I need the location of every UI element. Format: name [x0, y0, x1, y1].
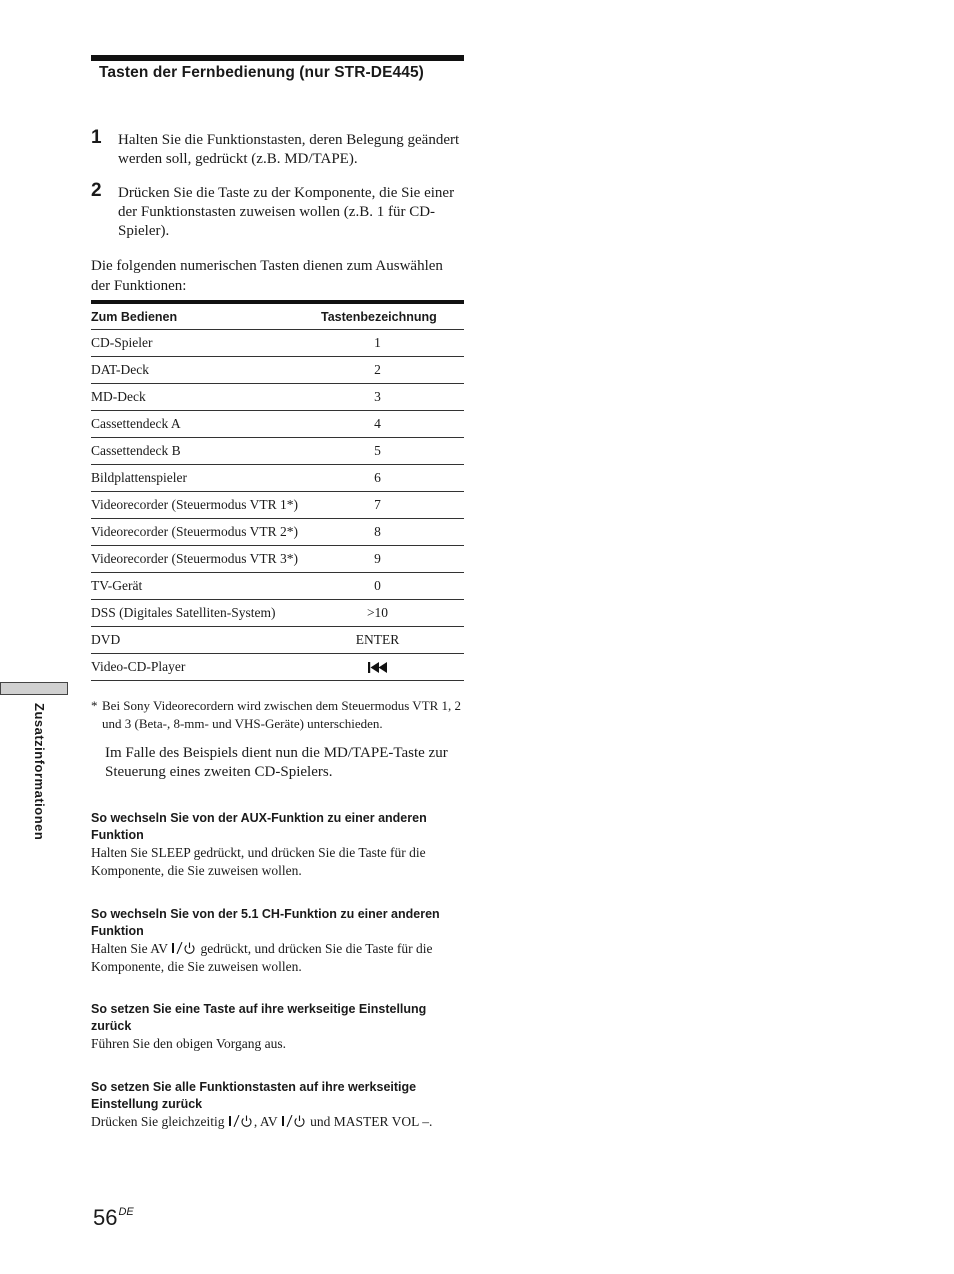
page-language-suffix: DE [118, 1206, 134, 1218]
key-cell: 3 [374, 389, 381, 404]
device-cell: Bildplattenspieler [91, 470, 187, 485]
device-cell: Videorecorder (Steuermodus VTR 3*) [91, 551, 299, 566]
col-header-key: Tastenbezeichnung [321, 309, 437, 324]
subsection-aux [91, 810, 464, 879]
subsection-body [91, 1113, 464, 1131]
device-cell: Video-CD-Player [91, 659, 186, 674]
table-row [91, 600, 464, 627]
subsection-title: So wechseln Sie von der AUX-Funktion zu einer anderen Funktion [91, 811, 427, 842]
table-intro: Die folgenden numerischen Tasten dienen zum Auswählen der Funktionen: [91, 258, 443, 294]
function-key-table [91, 300, 464, 681]
body-text: Drücken Sie gleichzeitig [91, 1114, 228, 1129]
key-cell: ENTER [355, 632, 400, 647]
subsection-title: So wechseln Sie von der 5.1 CH-Funktion zu einer anderen Funktion [91, 907, 440, 938]
section-title: Tasten der Fernbedienung (nur STR-DE445) [99, 64, 424, 81]
table-row [91, 546, 464, 573]
step-number: 2 [91, 180, 102, 201]
device-cell: DAT-Deck [91, 362, 149, 377]
col-header-device: Zum Bedienen [91, 309, 178, 324]
table-row [91, 573, 464, 600]
body-text: Halten Sie AV [91, 941, 172, 956]
table-row [91, 384, 464, 411]
key-cell: 7 [374, 497, 381, 512]
key-cell: >10 [366, 605, 389, 620]
subsection-reset-one [91, 1001, 464, 1053]
device-cell: Videorecorder (Steuermodus VTR 2*) [91, 524, 299, 539]
subsection-51ch [91, 906, 464, 975]
skip-previous-icon [367, 662, 389, 673]
table-header-row [91, 304, 464, 330]
example-note: Im Falle des Beispiels dient nun die MD/TAPE-Taste zur Steuerung eines zweiten CD-Spielers. [105, 745, 448, 780]
table-row [91, 357, 464, 384]
subsection-body: Führen Sie den obigen Vorgang aus. [91, 1036, 286, 1051]
device-cell: MD-Deck [91, 389, 146, 404]
subsection-title: So setzen Sie alle Funktionstasten auf ihre werkseitige Einstellung zurück [91, 1080, 417, 1111]
table-row [91, 438, 464, 465]
power-icon [228, 1115, 254, 1127]
table-row [91, 519, 464, 546]
table-row [91, 627, 464, 654]
key-cell: 0 [374, 578, 381, 593]
device-cell: Cassettendeck B [91, 443, 181, 458]
table-row [91, 492, 464, 519]
table-row [91, 411, 464, 438]
subsection-reset-all [91, 1079, 464, 1131]
table-row [91, 465, 464, 492]
footnote [91, 697, 464, 733]
subsection-body [91, 940, 464, 975]
body-text: , AV [253, 1114, 281, 1129]
subsection-body: Halten Sie SLEEP gedrückt, und drücken Sie die Taste für die Komponente, die Sie zuweisen wollen. [91, 845, 426, 878]
key-cell: 2 [374, 362, 381, 377]
table-row [91, 330, 464, 357]
page-number-value: 56 [93, 1205, 118, 1230]
device-cell: CD-Spieler [91, 335, 153, 350]
device-cell: DVD [91, 632, 121, 647]
power-icon [281, 1115, 307, 1127]
step-text: Halten Sie die Funktionstasten, deren Belegung geändert werden soll, gedrückt (z.B. MD/TAPE). [118, 132, 460, 167]
key-cell [321, 659, 434, 675]
step-number: 1 [91, 127, 102, 148]
step-text: Drücken Sie die Taste zu der Komponente, die Sie einer der Funktionstasten zuweisen wollen (z.B. 1 für CD-Spieler). [118, 185, 455, 239]
key-cell: 8 [374, 524, 381, 539]
body-text: und MASTER VOL –. [306, 1114, 433, 1129]
heading-rule [91, 55, 464, 61]
device-cell: DSS (Digitales Satelliten-System) [91, 605, 276, 620]
power-icon [171, 942, 197, 954]
footnote-text: Bei Sony Videorecordern wird zwischen dem Steuermodus VTR 1, 2 und 3 (Beta-, 8-mm- und VHS-Geräte) unterschieden. [102, 698, 462, 731]
page-number [93, 1205, 134, 1231]
key-cell: 4 [374, 416, 381, 431]
device-cell: TV-Gerät [91, 578, 143, 593]
subsection-title: So setzen Sie eine Taste auf ihre werkseitige Einstellung zurück [91, 1002, 427, 1033]
section-tab-marker [0, 682, 68, 695]
body-text: gedrückt, und drücken Sie die Taste für die Komponente, die Sie zuweisen wollen. [91, 941, 433, 974]
device-cell: Cassettendeck A [91, 416, 181, 431]
key-cell: 6 [374, 470, 381, 485]
key-cell: 9 [374, 551, 381, 566]
side-section-label: Zusatzinformationen [32, 703, 47, 841]
key-cell: 1 [374, 335, 381, 350]
device-cell: Videorecorder (Steuermodus VTR 1*) [91, 497, 299, 512]
footnote-mark: * [91, 698, 98, 713]
table-row [91, 654, 464, 681]
key-cell: 5 [374, 443, 381, 458]
